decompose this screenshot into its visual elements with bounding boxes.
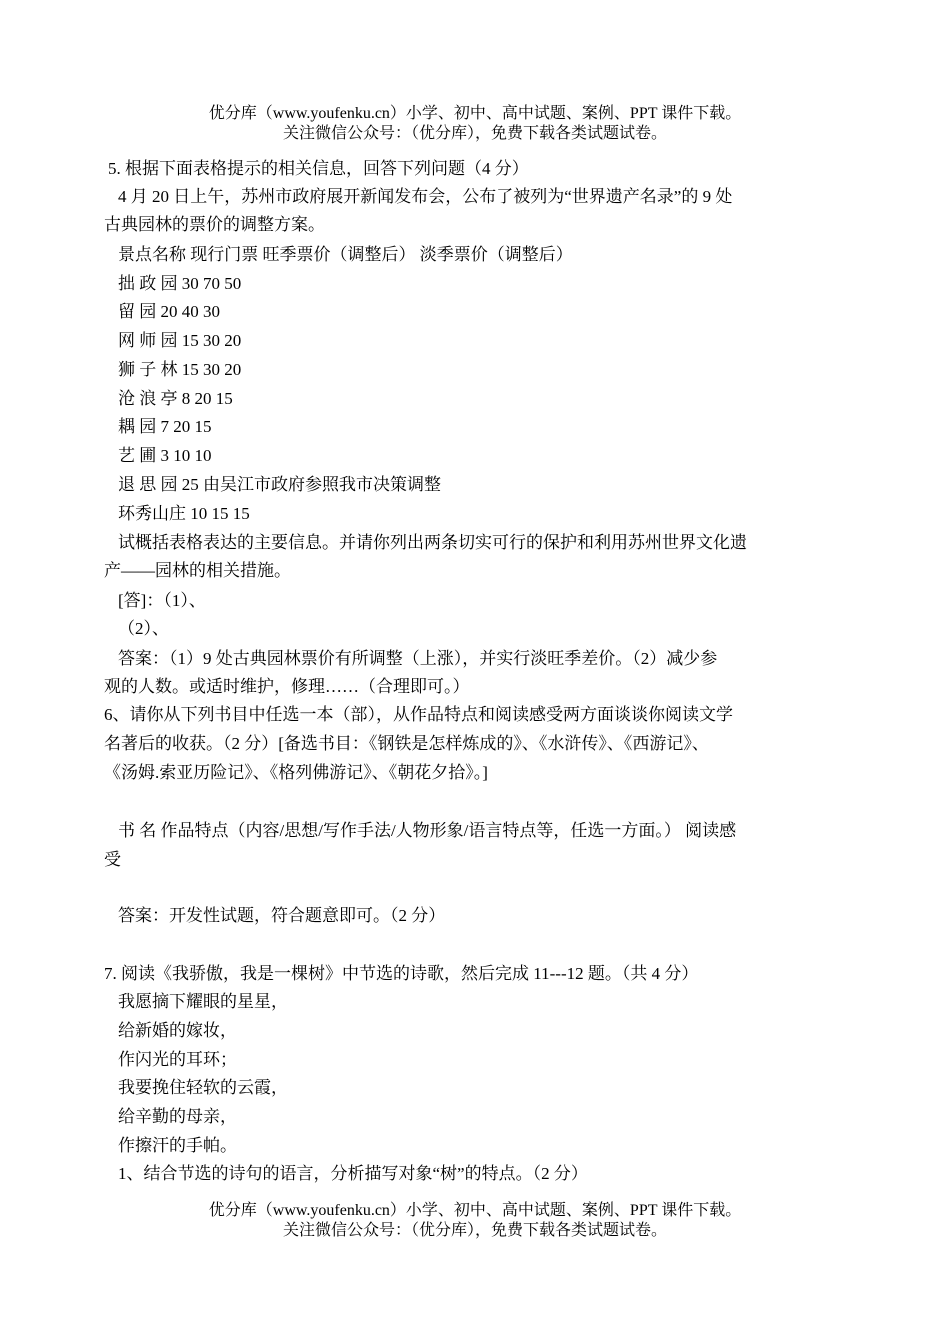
q6-table-header-line-2: 受 — [104, 850, 121, 869]
q5-table-row: 狮 子 林 15 30 20 — [118, 360, 242, 379]
q5-table-row: 沧 浪 亭 8 20 15 — [118, 389, 233, 408]
q5-answer-blank-2: （2）、 — [118, 619, 169, 638]
q6-line-3: 《汤姆.索亚历险记》、《格列佛游记》、《朝花夕拾》。] — [104, 763, 488, 782]
q5-prompt-line-1: 试概括表格表达的主要信息。并请你列出两条切实可行的保护和利用苏州世界文化遗 — [118, 533, 747, 552]
q5-table-row: 退 思 园 25 由吴江市政府参照我市决策调整 — [118, 475, 441, 494]
header-line-2: 关注微信公众号：（优分库），免费下载各类试题试卷。 — [282, 125, 667, 142]
q5-table-row: 环秀山庄 10 15 15 — [118, 504, 250, 523]
poem-line: 我愿摘下耀眼的星星， — [118, 992, 288, 1011]
q6-answer: 答案：开发性试题，符合题意即可。（2 分） — [118, 906, 446, 925]
q6-line-1: 6、请你从下列书目中任选一本（部），从作品特点和阅读感受两方面谈谈你阅读文学 — [104, 705, 733, 724]
q5-table-row: 拙 政 园 30 70 50 — [118, 274, 242, 293]
q6-table-header-line-1: 书 名 作品特点（内容/思想/写作手法/人物形象/语言特点等，任选一方面。） 阅读感 — [118, 821, 737, 840]
q5-answer-line-1: 答案：（1）9 处古典园林票价有所调整（上涨），并实行淡旺季差价。（2）减少参 — [118, 649, 718, 668]
q5-answer-blank-1: [答]：（1）、 — [118, 591, 206, 610]
q5-table-row: 网 师 园 15 30 20 — [118, 331, 242, 350]
footer-line-1: 优分库（www.youfenku.cn）小学、初中、高中试题、案例、PPT 课件下载。 — [208, 1202, 742, 1219]
q7-title: 7. 阅读《我骄傲，我是一棵树》中节选的诗歌，然后完成 11---12 题。（共 4 分） — [104, 964, 699, 983]
q5-prompt-line-2: 产——园林的相关措施。 — [104, 561, 291, 580]
q5-table-header: 景点名称 现行门票 旺季票价（调整后） 淡季票价（调整后） — [118, 245, 573, 264]
q5-table-row: 留 园 20 40 30 — [118, 302, 220, 321]
poem-line: 作闪光的耳环； — [118, 1050, 237, 1069]
poem-line: 作擦汗的手帕。 — [118, 1136, 237, 1155]
footer-line-2: 关注微信公众号：（优分库），免费下载各类试题试卷。 — [282, 1222, 667, 1239]
q5-title: 5. 根据下面表格提示的相关信息，回答下列问题（4 分） — [108, 159, 529, 178]
header-line-1: 优分库（www.youfenku.cn）小学、初中、高中试题、案例、PPT 课件下载。 — [208, 105, 742, 122]
q5-table-row: 艺 圃 3 10 10 — [118, 446, 212, 465]
q5-answer-line-2: 观的人数。或适时维护，修理……（合理即可。） — [104, 677, 470, 696]
poem-line: 我要挽住轻软的云霞， — [118, 1078, 288, 1097]
q5-intro-line-2: 古典园林的票价的调整方案。 — [104, 215, 325, 234]
q7-sub-question-1: 1、结合节选的诗句的语言，分析描写对象“树”的特点。（2 分） — [118, 1164, 588, 1183]
poem-line: 给辛勤的母亲， — [118, 1107, 237, 1126]
poem-line: 给新婚的嫁妆， — [118, 1021, 237, 1040]
q5-table-row: 耦 园 7 20 15 — [118, 417, 212, 436]
q5-intro-line-1: 4 月 20 日上午，苏州市政府展开新闻发布会，公布了被列为“世界遗产名录”的 9 处 — [118, 187, 733, 206]
q6-line-2: 名著后的收获。（2 分）[备选书目：《钢铁是怎样炼成的》、《水浒传》、《西游记》、 — [104, 734, 709, 753]
